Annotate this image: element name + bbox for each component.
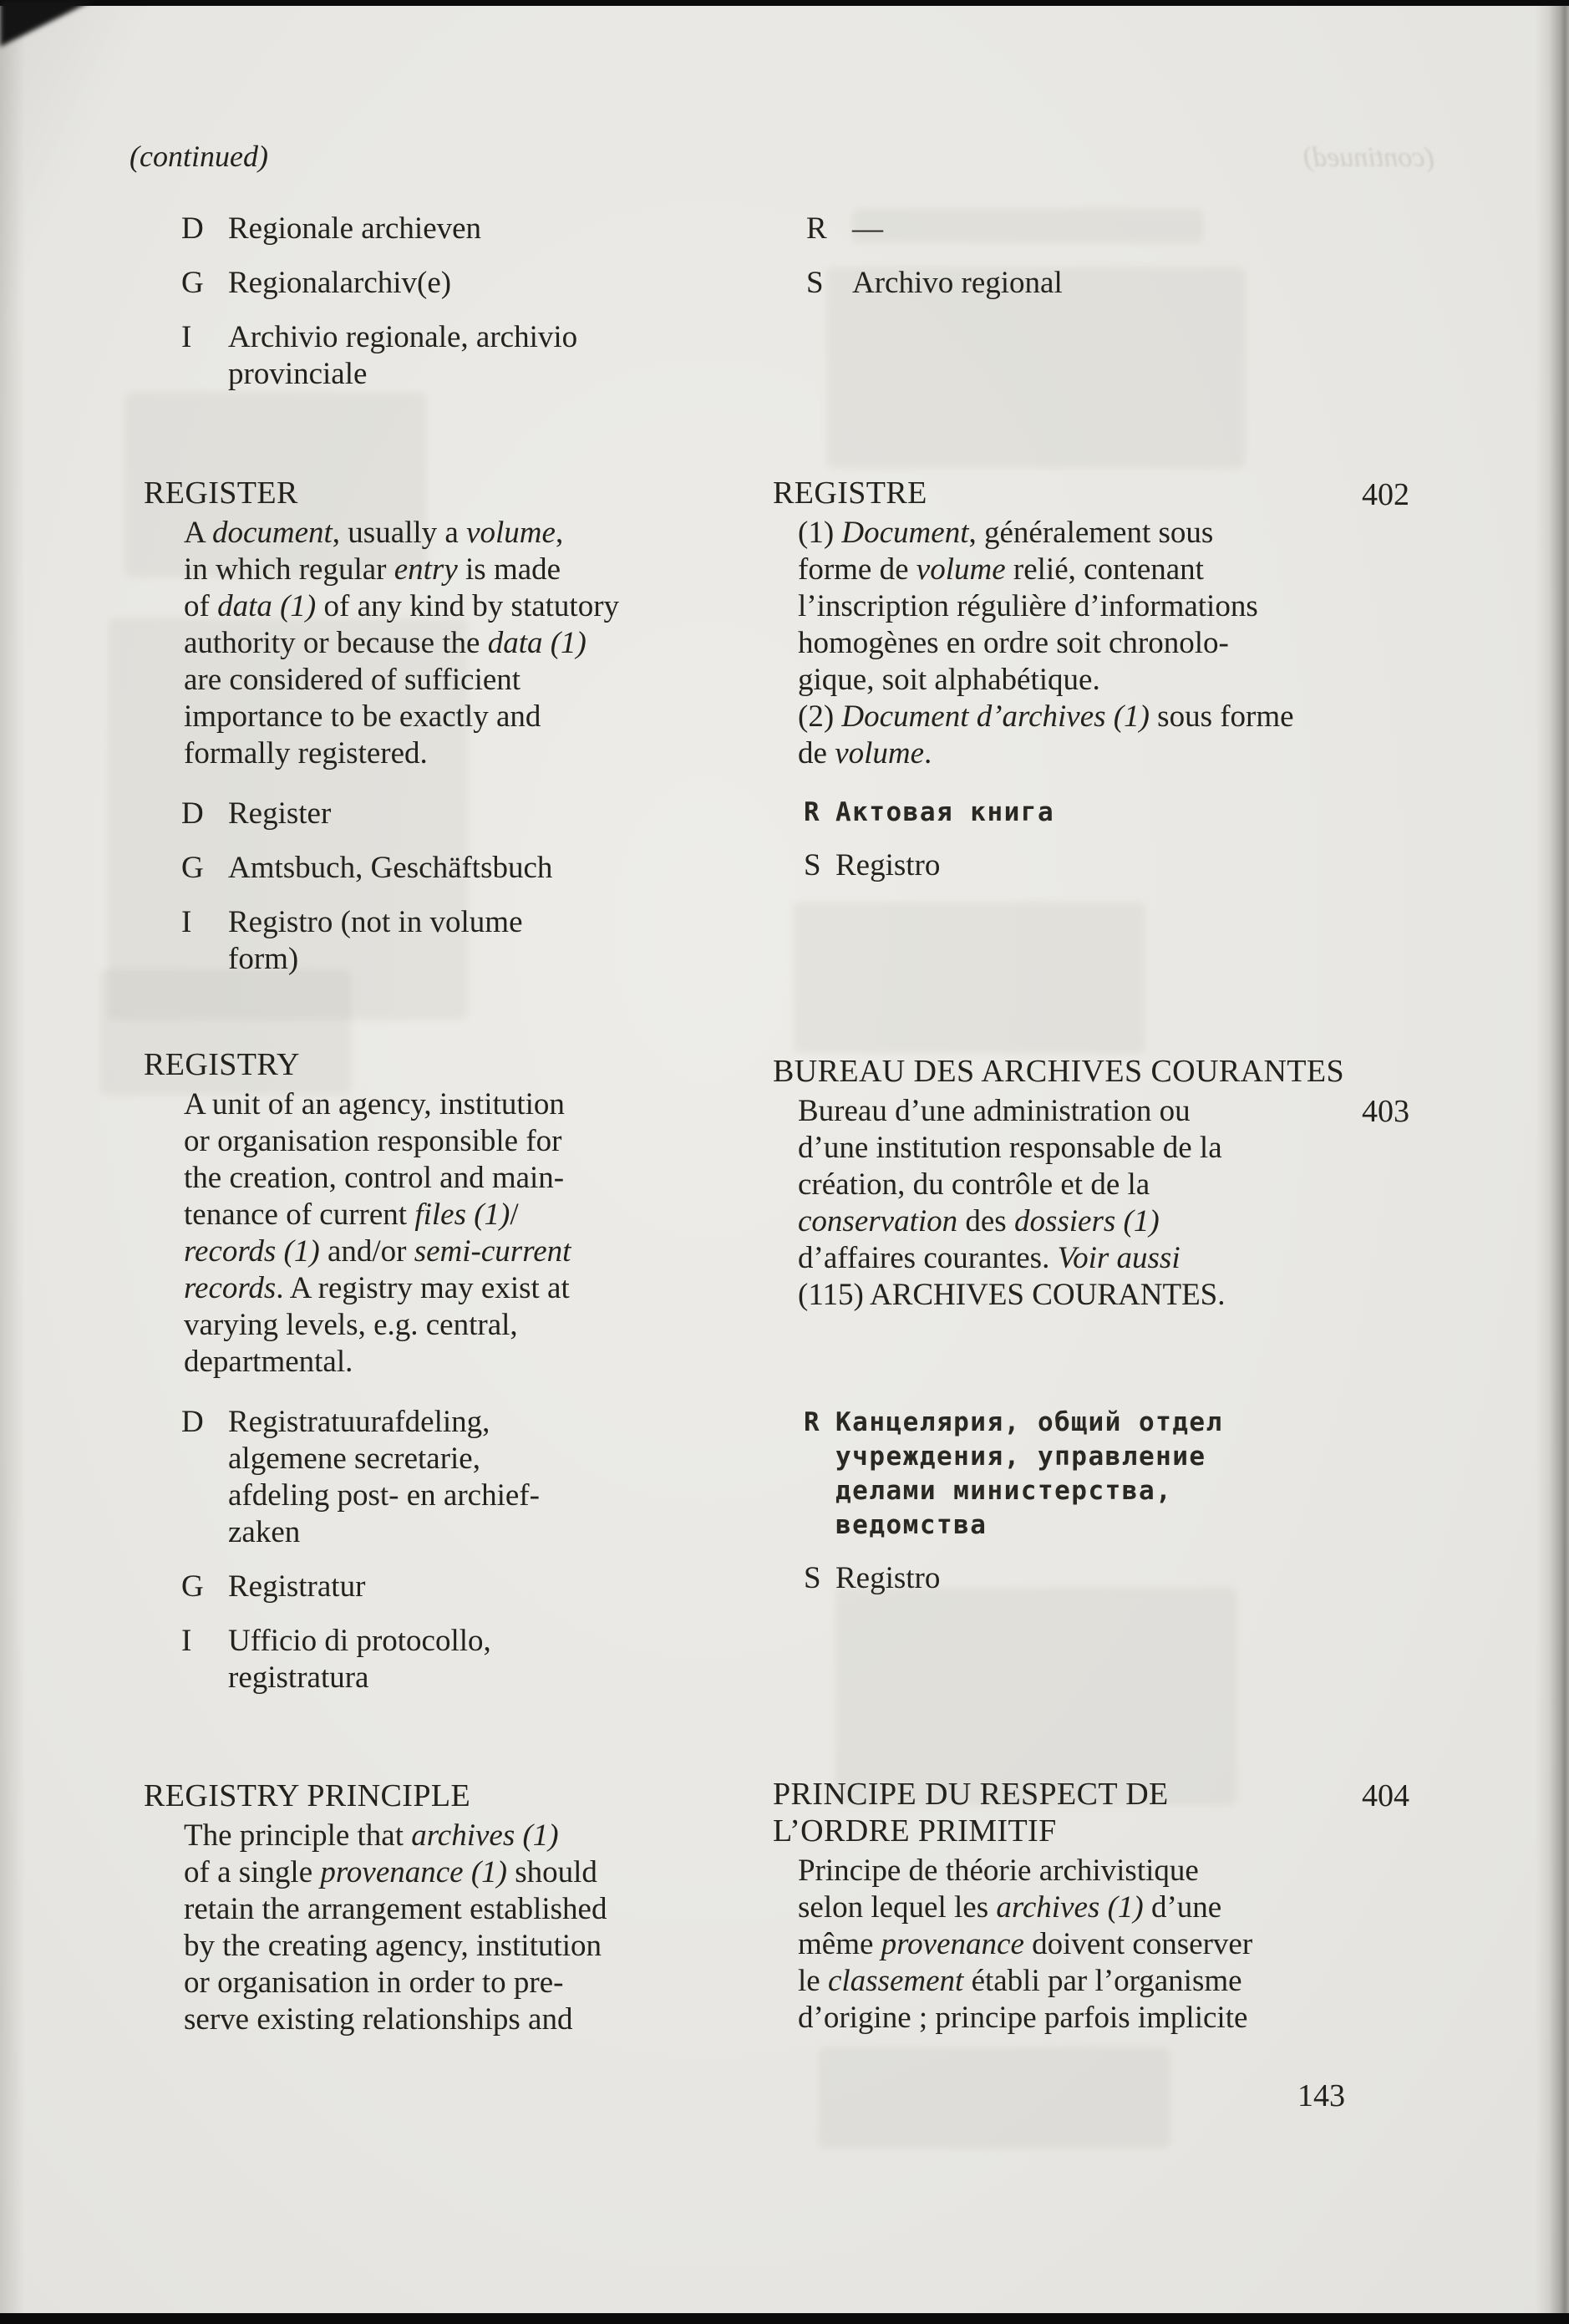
language-letter: D [181,211,204,246]
equivalent-item [804,1560,1223,1597]
equivalent-item [804,796,1541,830]
entry-heading [144,1046,779,1083]
entry-bureau-des-archives-courantes [773,1053,1541,1595]
equivalent-item [181,796,779,832]
equivalent-text [228,211,481,247]
definition-line: le classement établi par l’organisme [798,1964,1242,1998]
language-equivalents [181,1404,779,1696]
language-equivalents [804,1406,1223,1597]
definition-line: l’inscription régulière d’informations [798,589,1258,623]
scan-edge-bottom [0,2313,1569,2324]
equivalent-line: Regionale archieven [228,211,482,246]
equivalent-line: registratura [228,1660,369,1695]
definition-line: de volume. [798,736,932,770]
equivalent-item [181,265,783,302]
equivalent-item [181,1623,779,1696]
language-equivalents [804,796,1541,884]
definition-line: A document, usually a volume, [184,516,564,550]
equivalent-line: Register [228,796,332,831]
definition-line: authority or because the data (1) [184,626,586,660]
definition-line: selon lequel les archives (1) d’une [798,1890,1222,1925]
equivalent-item [181,904,779,978]
definition-line: in which regular entry is made [184,552,561,587]
entry-heading [144,1777,779,1814]
bleed-through-continued-label: (continued) [1303,142,1434,173]
equivalent-text [835,1406,1223,1543]
definition-line: importance to be exactly and [184,699,541,734]
language-letter: S [806,266,824,300]
definition-line: homogènes en ordre soit chronolo- [798,626,1229,660]
page-bleed-through [794,903,1145,1053]
definition-line: même provenance doivent conserver [798,1927,1253,1961]
definition-line: serve existing relationships and [184,2002,573,2037]
language-equivalents [806,211,1475,302]
language-letter: D [181,796,204,831]
equivalent-line: afdeling post- en archief- [228,1478,540,1513]
entry-number: 403 [1362,1094,1409,1129]
language-letter: I [181,320,192,354]
equivalent-line: Registro (not in volume [228,905,523,939]
equivalent-text [228,904,523,978]
equivalent-line: Archivo regional [852,266,1063,300]
entry-principe-du-respect-de-l-ordre-primitif [773,1776,1541,2037]
equivalent-line: Registro [835,848,941,882]
definition-line: (115) ARCHIVES COURANTES. [798,1278,1226,1312]
language-letter: G [181,851,204,885]
definition-line: d’une institution responsable de la [798,1131,1222,1165]
definition-line: departmental. [184,1345,353,1379]
definition-line: retain the arrangement established [184,1892,607,1926]
definition-line: of data (1) of any kind by statutory [184,589,620,623]
equivalent-text [228,265,451,302]
definition-line: The principle that archives (1) [184,1818,559,1853]
equivalent-line: Registratur [228,1569,366,1604]
equivalent-line: Archivio regionale, archivio [228,320,578,354]
entry-definition [798,1093,1541,1314]
definition-line: forme de volume relié, contenant [798,552,1204,587]
equivalent-text [228,1404,540,1551]
entry-heading [773,1053,1541,1090]
page-gutter-shadow [0,0,25,2324]
definition-line: A unit of an agency, institution [184,1087,565,1121]
definition-line: or organisation responsible for [184,1124,562,1158]
equivalent-line: делами министерства, [835,1476,1173,1506]
equivalent-line: Registratuurafdeling, [228,1405,490,1439]
definition-line: records. A registry may exist at [184,1271,570,1305]
definition-line: formally registered. [184,736,428,770]
entry-registry [144,1046,779,1696]
entry-definition [184,1818,779,2038]
continued-label: (continued) [129,140,268,173]
definition-line: or organisation in order to pre- [184,1965,564,2000]
definition-line: d’origine ; principe parfois implicite [798,2001,1248,2035]
equivalent-line: Актовая книга [835,797,1055,827]
equivalent-item [181,319,783,393]
equivalent-line: Ufficio di protocollo, [228,1624,491,1658]
equivalent-text [835,1560,940,1597]
language-letter: I [181,1624,192,1658]
entry-regional-archives-continued-right [806,211,1475,302]
entry-heading-line: L’ORDRE PRIMITIF [773,1813,1057,1849]
equivalent-item [806,211,1475,247]
entry-heading [144,475,779,511]
definition-line: (2) Document d’archives (1) sous forme [798,699,1294,734]
equivalent-item [181,850,779,887]
entry-number: 402 [1362,477,1409,512]
entry-heading-line: REGISTRE [773,475,927,511]
equivalent-line: Regionalarchiv(e) [228,266,452,300]
entry-number: 404 [1362,1778,1409,1813]
definition-line: of a single provenance (1) should [184,1855,597,1889]
equivalent-line: — [852,211,883,246]
definition-line: (1) Document, généralement sous [798,516,1214,550]
equivalent-line: Amtsbuch, Geschäftsbuch [228,851,553,885]
equivalent-line: algemene secretarie, [228,1442,480,1476]
equivalent-line: Registro [835,1561,941,1595]
scan-edge-top [0,0,1569,6]
equivalent-line: учреждения, управление [835,1442,1206,1472]
entry-registry-principle [144,1777,779,2038]
language-letter: S [804,848,821,882]
language-equivalents [181,796,779,978]
equivalent-text [835,847,940,884]
language-letter: R [804,797,820,827]
language-letter: R [806,211,827,246]
definition-line: Bureau d’une administration ou [798,1094,1191,1128]
definition-line: conservation des dossiers (1) [798,1204,1160,1238]
entry-heading-line: REGISTRY PRINCIPLE [144,1778,471,1813]
equivalent-text [228,1569,365,1605]
entry-definition [184,1086,779,1381]
definition-line: création, du contrôle et de la [798,1167,1150,1202]
equivalent-line: form) [228,942,299,976]
page-edge-shadow [1536,0,1569,2324]
definition-line: Principe de théorie archivistique [798,1854,1199,1888]
entry-regional-archives-continued-left [181,211,783,393]
language-letter: G [181,1569,204,1604]
equivalent-item [181,1569,779,1605]
equivalent-text [228,796,331,832]
entry-heading-line: REGISTER [144,475,298,511]
entry-definition [184,515,779,772]
scan-corner-shadow [0,0,94,47]
page-bleed-through [819,2047,1170,2148]
language-letter: I [181,905,192,939]
entry-heading-line: PRINCIPE DU RESPECT DE [773,1777,1169,1812]
definition-line: records (1) and/or semi-current [184,1234,571,1269]
definition-line: the creation, control and main- [184,1161,565,1195]
equivalent-line: Канцелярия, общий отдел [835,1407,1223,1437]
definition-line: gique, soit alphabétique. [798,663,1100,697]
page-number: 143 [1297,2078,1345,2113]
definition-line: tenance of current files (1)/ [184,1198,519,1232]
equivalent-line: zaken [228,1515,301,1549]
equivalent-line: provinciale [228,357,368,391]
page-bleed-through [835,1588,1236,1805]
entry-heading-line: BUREAU DES ARCHIVES COURANTES [773,1054,1345,1089]
equivalent-item [181,211,783,247]
language-equivalents [181,211,783,393]
definition-line: are considered of sufficient [184,663,521,697]
entry-heading-line: REGISTRY [144,1047,300,1082]
definition-line: d’affaires courantes. Voir aussi [798,1241,1181,1275]
language-letter: G [181,266,204,300]
equivalent-text [835,796,1054,830]
equivalent-item [804,1406,1223,1543]
equivalent-text [228,850,552,887]
entry-heading [773,475,1541,511]
language-letter: S [804,1561,821,1595]
equivalent-item [181,1404,779,1551]
equivalent-line: ведомства [835,1510,988,1540]
equivalent-text [228,319,577,393]
language-letter: D [181,1405,204,1439]
entry-definition [798,1853,1541,2037]
definition-line: varying levels, e.g. central, [184,1308,518,1342]
language-letter: R [804,1407,820,1437]
equivalent-text [852,211,883,247]
equivalent-item [806,265,1475,302]
entry-heading [773,1776,1541,1849]
entry-definition [798,515,1541,772]
definition-line: by the creating agency, institution [184,1929,602,1963]
equivalent-item [804,847,1541,884]
equivalent-text [852,265,1063,302]
entry-register [144,475,779,978]
entry-registre [773,475,1541,884]
equivalent-text [228,1623,491,1696]
